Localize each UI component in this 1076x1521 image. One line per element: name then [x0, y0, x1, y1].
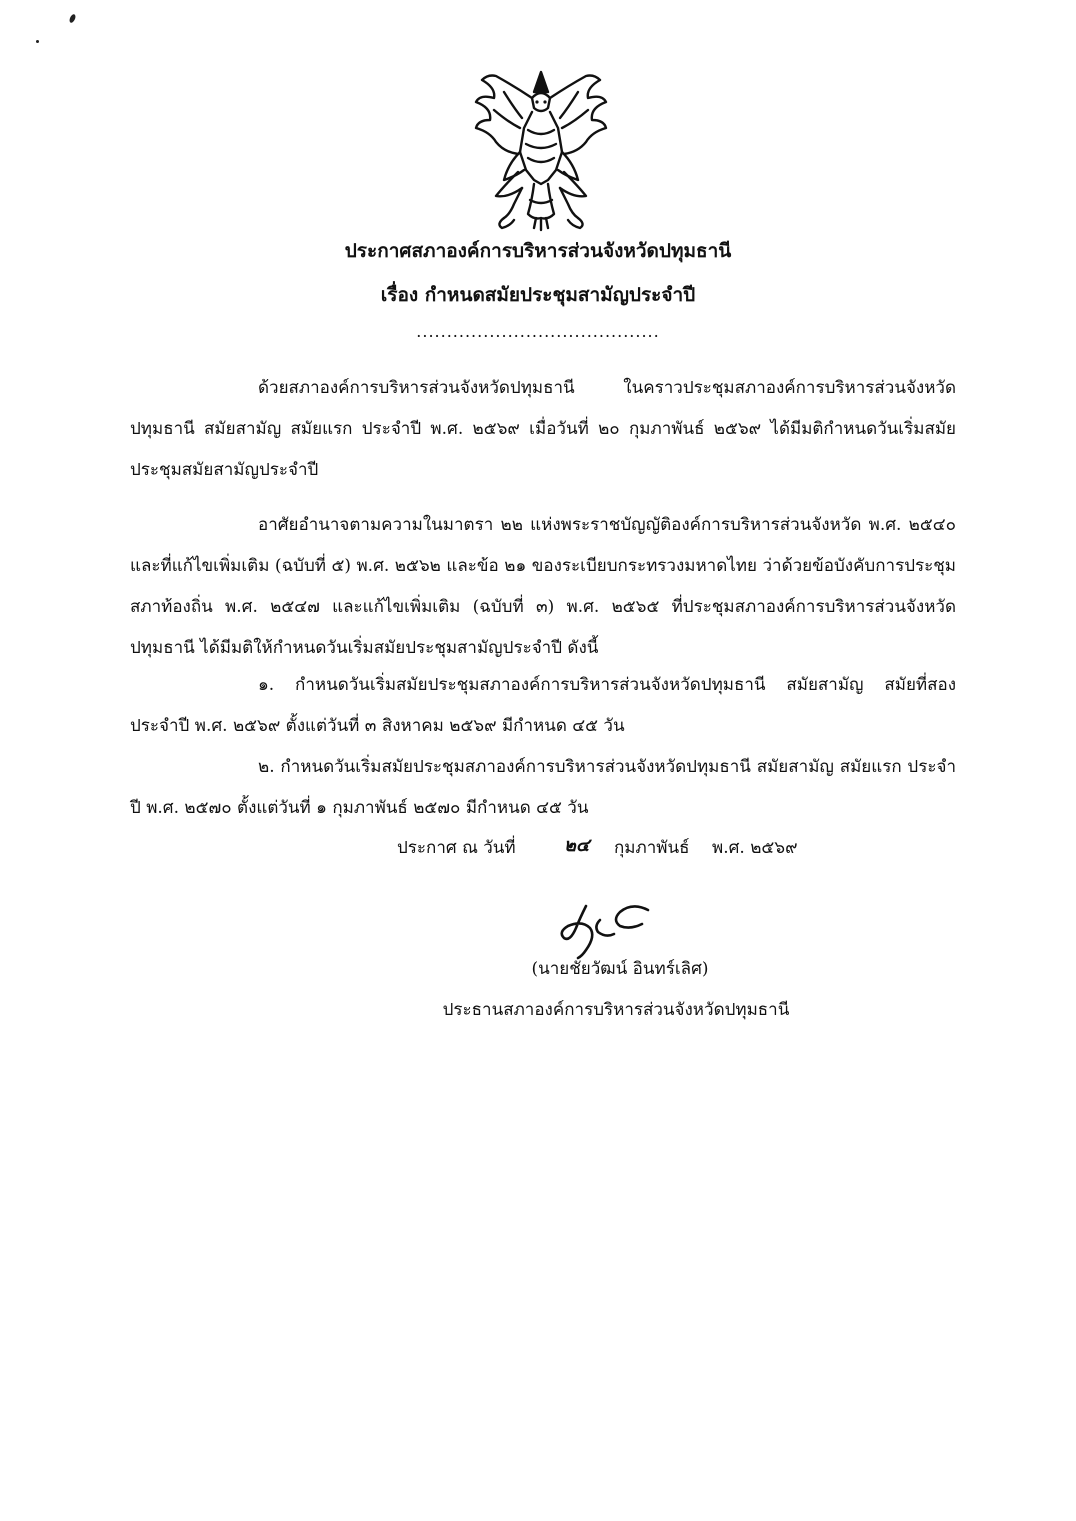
announce-prefix: ประกาศ ณ วันที่ [397, 838, 516, 858]
scan-speck [68, 13, 76, 23]
paragraph-legal-authority: อาศัยอำนาจตามความในมาตรา ๒๒ แห่งพระราชบัญญัติองค์การบริหารส่วนจังหวัด พ.ศ. ๒๕๔๐ และที่แก้ไขเพิ่มเติม (ฉบับที่ ๕) พ.ศ. ๒๕๖๒ และข้อ ๒๑ ของระเบียบกระทรวงมหาดไทย ว่าด้วยข้อบังคับการประชุมสภาท้องถิ่น พ.ศ. ๒๕๔๗ และแก้ไขเพิ่มเติม (ฉบับที่ ๓) พ.ศ. ๒๕๖๕ ที่ประชุมสภาองค์การบริหารส่วนจังหวัดปทุมธานี ได้มีมติให้กำหนดวันเริ่มสมัยประชุมสามัญประจำปี ดังนี้ [130, 515, 956, 658]
announce-month: กุมภาพันธ์ [614, 838, 690, 858]
signer-name: (นายชัยวัฒน์ อินทร์เลิศ) [531, 959, 709, 979]
announce-year: พ.ศ. ๒๕๖๙ [712, 838, 798, 858]
list-item: ๒. กำหนดวันเริ่มสมัยประชุมสภาองค์การบริหารส่วนจังหวัดปทุมธานี สมัยสามัญ สมัยแรก ประจำปี พ.ศ. ๒๕๗๐ ตั้งแต่วันที่ ๑ กุมภาพันธ์ ๒๕๗๐ มีกำหนด ๔๕ วัน [130, 757, 956, 818]
paragraph-meeting-resolution: ด้วยสภาองค์การบริหารส่วนจังหวัดปทุมธานี ในคราวประชุมสภาองค์การบริหารส่วนจังหวัดปทุมธานี สมัยสามัญ สมัยแรก ประจำปี พ.ศ. ๒๕๖๙ เมื่อวันที่ ๒๐ กุมภาพันธ์ ๒๕๖๙ ได้มีมติกำหนดวันเริ่มสมัยประชุมสมัยสามัญประจำปี [130, 378, 956, 480]
announcement-title: ประกาศสภาองค์การบริหารส่วนจังหวัดปทุมธานี [344, 240, 732, 262]
list-item: ๑. กำหนดวันเริ่มสมัยประชุมสภาองค์การบริหารส่วนจังหวัดปทุมธานี สมัยสามัญ สมัยที่สอง ประจำปี พ.ศ. ๒๕๖๙ ตั้งแต่วันที่ ๓ สิงหาคม ๒๕๖๙ มีกำหนด ๔๕ วัน [130, 675, 956, 736]
signer-position: ประธานสภาองค์การบริหารส่วนจังหวัดปทุมธานี [442, 1000, 790, 1020]
announcement-subject: เรื่อง กำหนดสมัยประชุมสามัญประจำปี [380, 284, 696, 306]
scan-speck [36, 40, 39, 43]
garuda-emblem-icon [474, 68, 608, 232]
handwritten-signature [556, 898, 664, 962]
dotted-separator: ........................................ [416, 322, 660, 341]
announce-day-handwritten: ๒๔ [564, 835, 590, 856]
